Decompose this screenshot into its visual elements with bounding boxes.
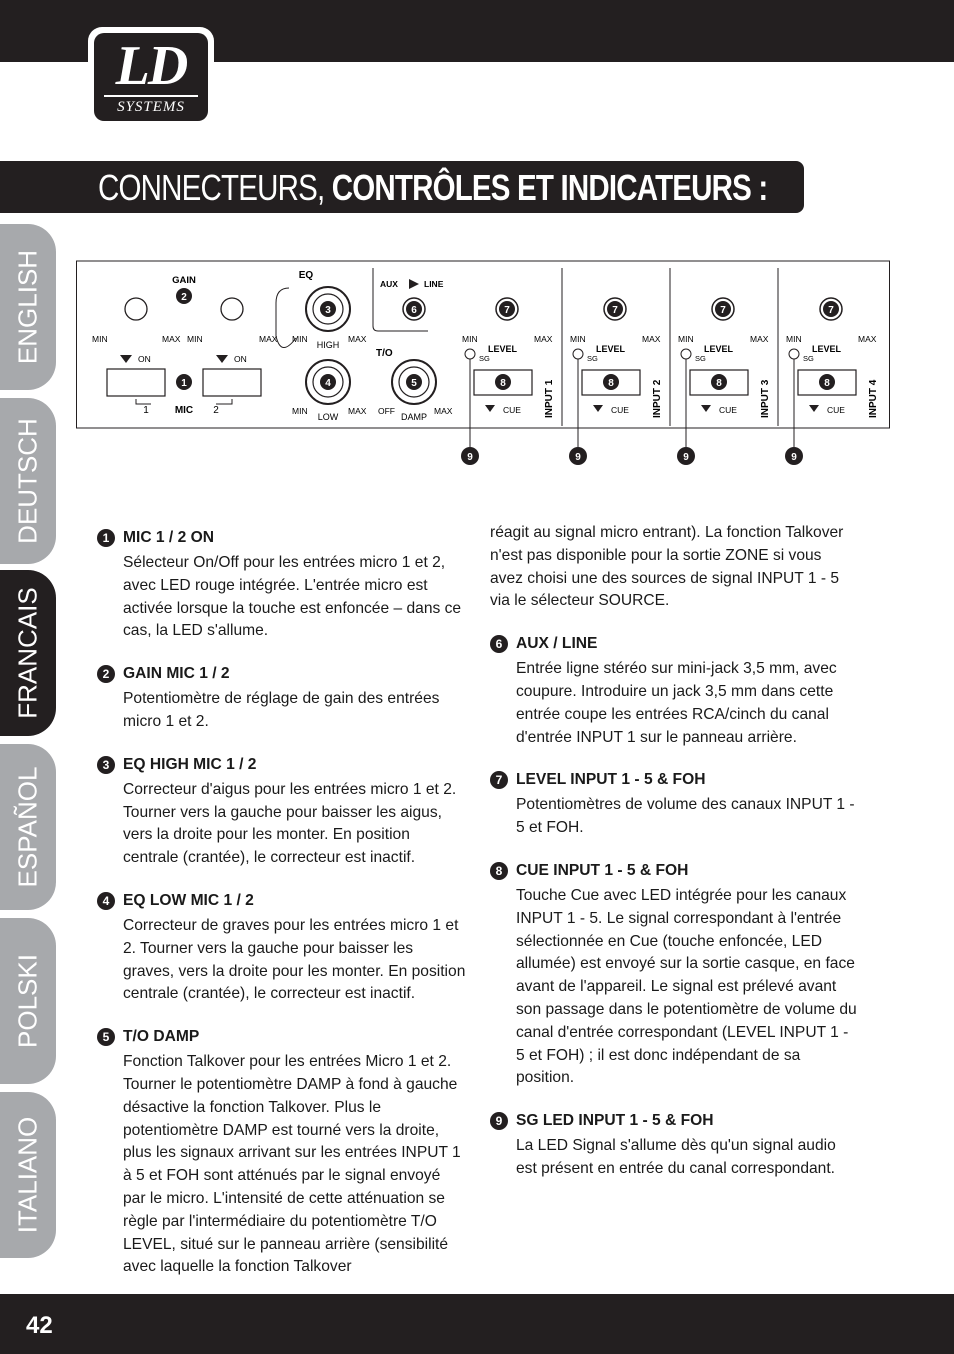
level-max: MAX [750, 334, 769, 344]
sg-label: SG [695, 354, 706, 363]
item-text: Potentiomètres de volume des canaux INPUT 1 - 5 et FOH. [516, 796, 855, 837]
mic-label: MIC [174, 405, 194, 416]
input-label: INPUT 1 [544, 379, 555, 418]
cue-label: CUE [503, 405, 521, 415]
sg-label: SG [587, 354, 598, 363]
item-5-continuation: réagit au signal micro entrant). La fonction Talkover n'est pas disponible pour la sortie ZONE si vous avez choisi une des sources de signal INPUT 1 - 5 via le sélecteur SOURCE. [490, 524, 844, 610]
item-text: Sélecteur On/Off pour les entrées micro 1 et 2, avec LED rouge intégrée. L'entrée micro est activée lorsque la touche est enfoncée – dans ce cas, la LED s'allume. [123, 554, 462, 640]
callout-7-num: 7 [720, 305, 726, 316]
tab-francais[interactable] [0, 570, 56, 736]
sg-led [465, 349, 475, 359]
input-channel-1 [461, 268, 562, 465]
mic2-on-label: ON [234, 354, 247, 364]
title-bold: CONTRÔLES ET INDICATEURS : [331, 167, 768, 208]
high-label: HIGH [316, 340, 340, 350]
item-text: Entrée ligne stéréo sur mini-jack 3,5 mm, avec coupure. Introduire un jack 3,5 mm dans cette entrée coupe les entrées RCA/cinch du canal d'entrée INPUT 1 sur le panneau arrière. [516, 660, 837, 746]
item-7 [490, 769, 858, 840]
tab-label: FRANCAIS [12, 587, 43, 719]
tab-label: ENGLISH [12, 249, 43, 365]
level-min: MIN [462, 334, 478, 344]
mic1-on-button[interactable] [107, 369, 165, 396]
item-1 [97, 527, 467, 643]
item-9 [490, 1110, 858, 1181]
level-min: MIN [786, 334, 802, 344]
level-label: LEVEL [596, 344, 626, 354]
item-heading: MIC 1 / 2 ON [123, 529, 214, 546]
item-text: Correcteur d'aigus pour les entrées micro 1 et 2. Tourner vers la gauche pour baisser les aigus, vers la droite pour les monter. En position centrale (crantée), le correcteur est inactif. [123, 780, 457, 867]
callout-5-num: 5 [411, 378, 417, 389]
item-number: 5 [97, 1028, 115, 1046]
tab-deutsch[interactable] [0, 398, 56, 564]
callout-6-num: 6 [411, 305, 417, 316]
damp-off: OFF [378, 406, 395, 416]
mic2-min: MIN [187, 334, 203, 344]
gain-label: GAIN [172, 275, 196, 286]
level-label: LEVEL [488, 344, 518, 354]
input-channel-2 [569, 268, 670, 465]
to-label: T/O [376, 348, 393, 359]
logo-systems-text: SYSTEMS [104, 95, 198, 117]
sg-led [681, 349, 691, 359]
callout-9-num: 9 [791, 452, 797, 463]
item-8 [490, 860, 858, 1090]
item-number: 7 [490, 771, 508, 789]
mic2-on-button[interactable] [203, 369, 261, 396]
level-label: LEVEL [704, 344, 734, 354]
tab-label: ESPAÑOL [12, 766, 43, 888]
callout-7-num: 7 [828, 305, 834, 316]
item-text: Touche Cue avec LED intégrée pour les canaux INPUT 1 - 5. Le signal correspondant à l'entrée sélectionnée en Cue (touche enfoncée, LED allumée) est envoyé sur la sortie casque, en face avant de l'appareil. Le signal est prélevé avant son passage dans le potentiomètre de volume du canal d'entrée correspondant (LEVEL INPUT 1 - 5 et FOH) ; il est donc indépendant de sa position. [516, 886, 857, 1087]
tab-italiano[interactable] [0, 1092, 56, 1258]
item-heading: T/O DAMP [123, 1028, 200, 1046]
level-min: MIN [570, 334, 586, 344]
item-heading: EQ LOW MIC 1 / 2 [123, 891, 254, 909]
title-light: CONNECTEURS, [98, 167, 332, 208]
item-heading: AUX / LINE [516, 635, 598, 653]
cue-label: CUE [719, 405, 737, 415]
level-max: MAX [858, 334, 877, 344]
damp-label: DAMP [400, 412, 428, 422]
level-max: MAX [642, 334, 661, 344]
item-number: 2 [97, 665, 115, 683]
ld-systems-logo [88, 27, 214, 127]
callout-4-num: 4 [325, 378, 331, 389]
tab-label: DEUTSCH [12, 418, 43, 544]
mic1-min: MIN [92, 334, 108, 344]
input-label: INPUT 4 [868, 379, 879, 418]
input-channel-4 [785, 298, 879, 465]
callout-3-num: 3 [325, 305, 331, 316]
item-heading: CUE INPUT 1 - 5 & FOH [516, 861, 689, 879]
callout-7-num: 7 [504, 305, 510, 316]
item-5 [97, 1026, 467, 1279]
cue-label: CUE [827, 405, 845, 415]
item-number: 1 [97, 529, 115, 547]
callout-2-num: 2 [181, 292, 187, 303]
tab-english[interactable] [0, 224, 56, 390]
callout-9-num: 9 [683, 452, 689, 463]
tab-polski[interactable] [0, 918, 56, 1084]
item-heading: SG LED INPUT 1 - 5 & FOH [516, 1112, 714, 1130]
tab-label: ITALIANO [12, 1116, 43, 1234]
damp-max: MAX [434, 406, 453, 416]
item-text: Correcteur de graves pour les entrées micro 1 et 2. Tourner vers la gauche pour baisser les graves, vers la droite pour les monter. En position centrale (crantée), le correcteur est inactif. [123, 916, 466, 1003]
page-number: 42 [26, 1312, 53, 1339]
low-max: MAX [348, 406, 367, 416]
input-label: INPUT 3 [760, 379, 771, 418]
low-min: MIN [292, 406, 308, 416]
cue-label: CUE [611, 405, 629, 415]
mic1-max: MAX [162, 334, 181, 344]
footer-bar [0, 1294, 954, 1354]
level-max: MAX [534, 334, 553, 344]
sg-led [573, 349, 583, 359]
callout-8-num: 8 [824, 378, 830, 389]
callout-9-num: 9 [467, 452, 473, 463]
item-number: 9 [490, 1112, 508, 1130]
item-6 [490, 633, 858, 749]
item-text: La LED Signal s'allume dès qu'un signal audio est présent en entrée du canal correspondant. [516, 1137, 836, 1177]
control-panel-diagram [76, 258, 890, 473]
high-max: MAX [348, 334, 367, 344]
callout-9-num: 9 [575, 452, 581, 463]
item-text: Fonction Talkover pour les entrées Micro 1 et 2. Tourner le potentiomètre DAMP à fond à gauche désactive la fonction Talkover. Plus le potentiomètre DAMP est tourné vers la droite, plus les signaux arrivant sur les entrées INPUT 1 à 5 et FOH sont atténués par le signal envoyé par le micro. L'intensité de cette atténuation se règle par l'intermédiaire du potentiomètre T/O LEVEL, situé sur le panneau arrière (sensibilité avec laquelle la fonction Talkover [123, 1053, 461, 1276]
item-3 [97, 754, 467, 870]
sg-label: SG [479, 354, 490, 363]
input-label: INPUT 2 [652, 379, 663, 418]
mic2-label: 2 [213, 405, 219, 416]
callout-8-num: 8 [716, 378, 722, 389]
level-label: LEVEL [812, 344, 842, 354]
line-label: LINE [424, 279, 444, 289]
sg-led [789, 349, 799, 359]
callout-8-num: 8 [608, 378, 614, 389]
eq-label: EQ [298, 270, 314, 281]
item-number: 6 [490, 635, 508, 653]
page-title [98, 167, 767, 209]
high-min: MIN [292, 334, 308, 344]
item-number: 8 [490, 862, 508, 880]
low-label: LOW [317, 412, 339, 422]
item-2 [97, 663, 467, 734]
level-min: MIN [678, 334, 694, 344]
left-column [97, 527, 467, 1299]
sg-label: SG [803, 354, 814, 363]
input-channel-3 [677, 268, 778, 465]
section-title-bar [0, 161, 804, 213]
callout-1-num: 1 [181, 378, 187, 389]
mic1-on-label: ON [138, 354, 151, 364]
item-number: 4 [97, 892, 115, 910]
mic2-max: MAX [259, 334, 278, 344]
item-4 [97, 890, 467, 1006]
item-heading: LEVEL INPUT 1 - 5 & FOH [516, 771, 706, 789]
aux-label: AUX [380, 279, 398, 289]
item-text: Potentiomètre de réglage de gain des entrées micro 1 et 2. [123, 690, 440, 730]
right-column [490, 522, 858, 1201]
tab-espanol[interactable] [0, 744, 56, 910]
mic1-label: 1 [143, 405, 149, 416]
item-heading: GAIN MIC 1 / 2 [123, 665, 230, 683]
tab-label: POLSKI [12, 954, 43, 1048]
logo-ld-text: LD [115, 35, 187, 97]
item-number: 3 [97, 756, 115, 774]
callout-8-num: 8 [500, 378, 506, 389]
item-heading: EQ HIGH MIC 1 / 2 [123, 755, 257, 773]
callout-7-num: 7 [612, 305, 618, 316]
